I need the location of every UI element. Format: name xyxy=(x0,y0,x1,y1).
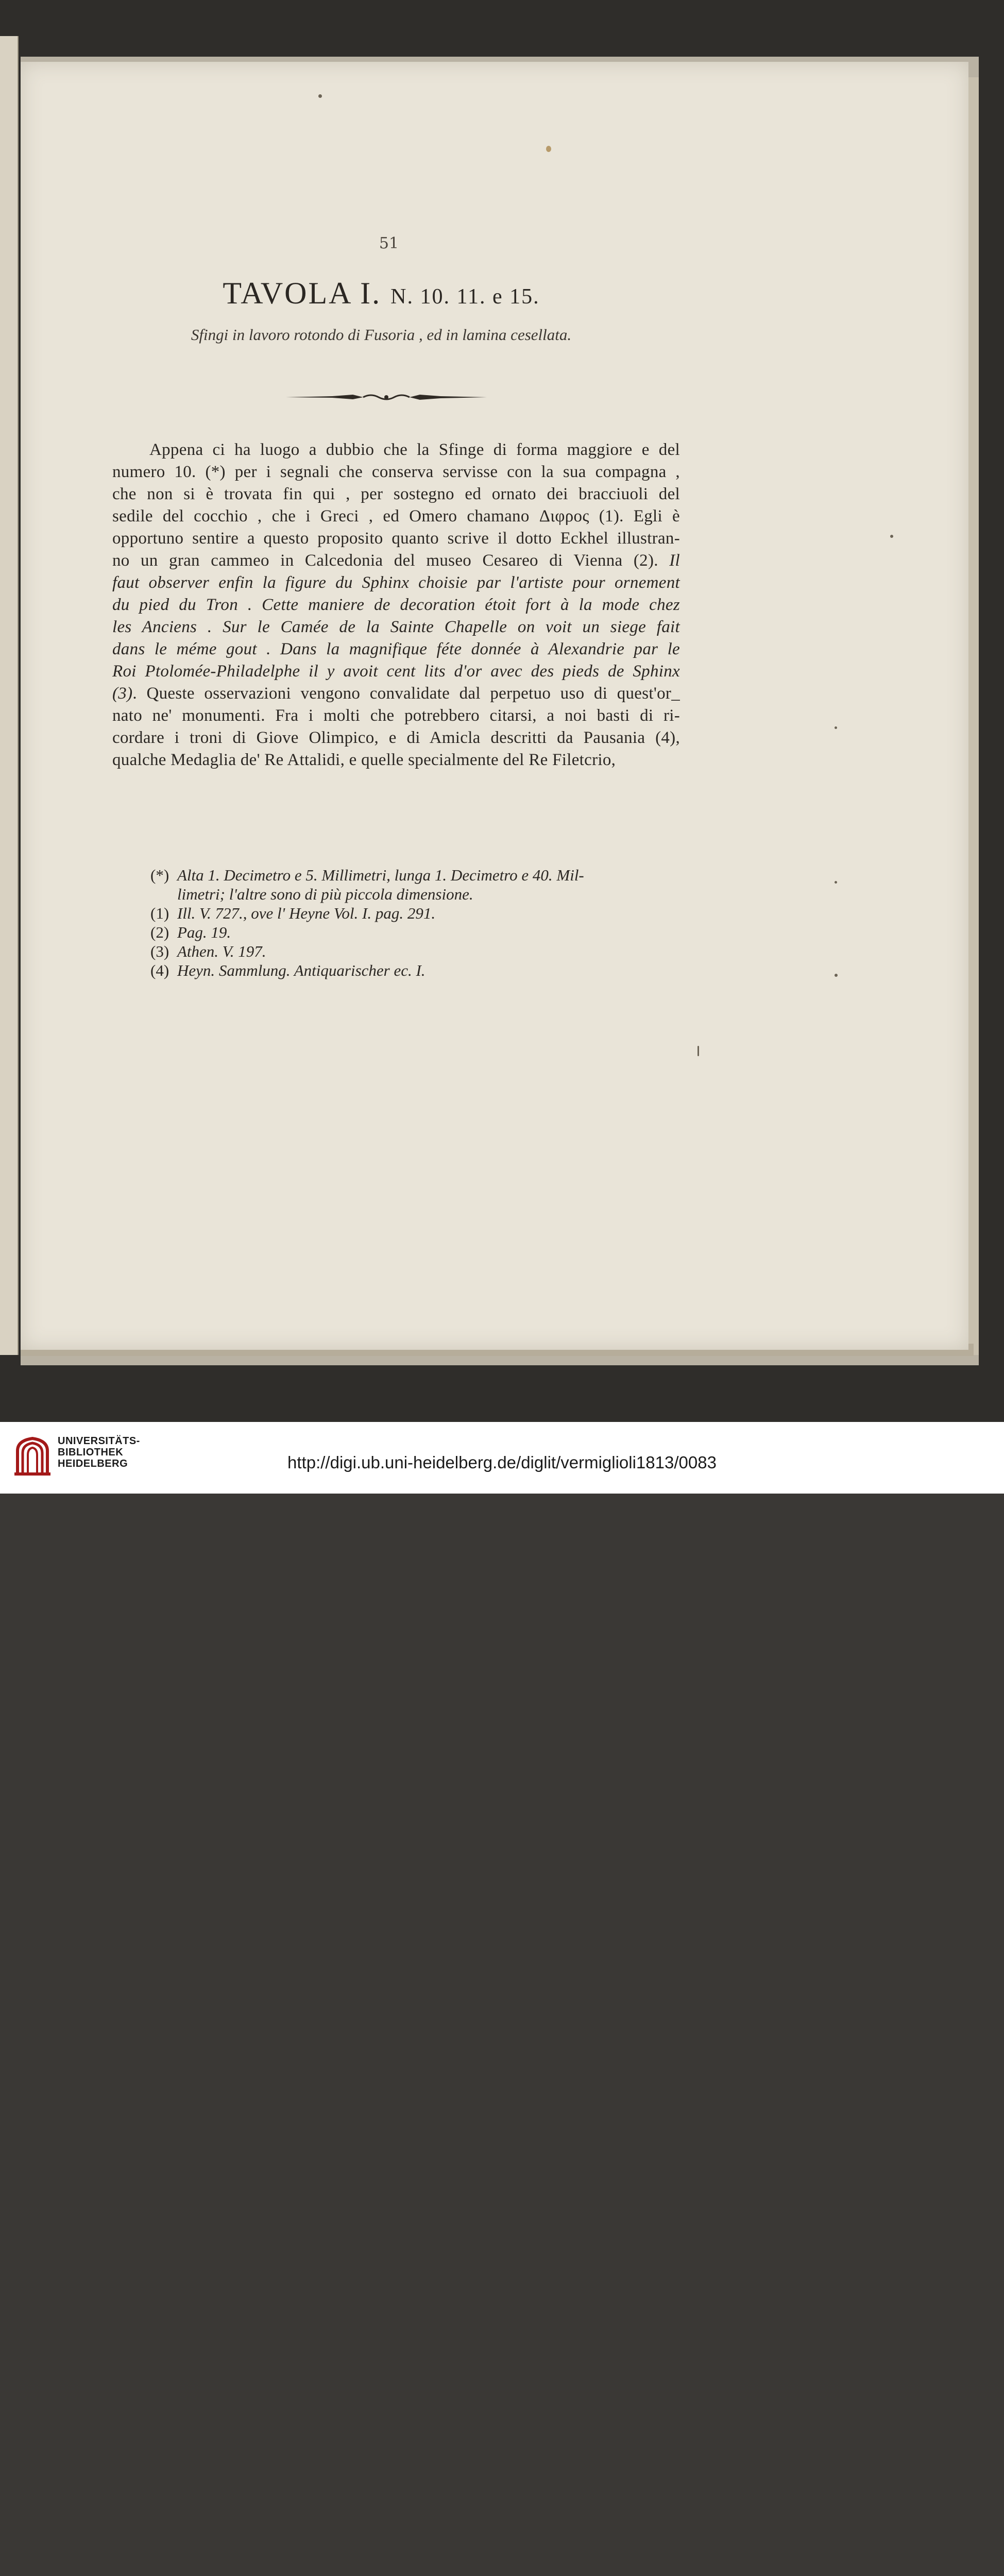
speck xyxy=(697,1046,699,1056)
body-line: faut observer enfin la figure du Sphinx choisie par l'artiste pour ornement xyxy=(112,573,680,592)
footnote-mark: (*) xyxy=(150,866,169,884)
library-name-line: BIBLIOTHEK xyxy=(58,1447,124,1458)
footnote-text: Pag. 19. xyxy=(177,923,231,941)
body-line: numero 10. (*) per i segnali che conserva servisse con la sua compagna , xyxy=(112,463,680,481)
body-line: sedile del cocchio , che i Greci , ed Omero chamano Διφρος (1). Egli è xyxy=(112,507,680,526)
body-line xyxy=(112,550,680,572)
footnote xyxy=(150,866,696,885)
body-line: les Anciens . Sur le Camée de la Sainte Chapelle on voit un siege fait xyxy=(112,618,680,636)
body-line: qualche Medaglia de' Re Attalidi, e quelle specialmente del Re Filetcrio, xyxy=(112,751,616,769)
footnotes xyxy=(150,866,696,980)
body-line: opportuno sentire a questo proposito quanto scrive il dotto Eckhel illustran- xyxy=(112,529,680,548)
speck xyxy=(318,94,322,98)
body-line: dans le méme gout . Dans la magnifique féte donnée à Alexandrie par le xyxy=(112,640,680,658)
body-line: du pied du Tron . Cette maniere de decoration étoit fort à la mode chez xyxy=(112,596,680,614)
footnote xyxy=(150,904,696,923)
body-line-italic: Il xyxy=(669,551,680,570)
body-line: che non si è trovata fin qui , per sostegno ed ornato dei bracciuoli del xyxy=(112,485,680,503)
page-number: 51 xyxy=(379,234,399,252)
footnote xyxy=(150,961,696,980)
permalink-url[interactable]: http://digi.ub.uni-heidelberg.de/diglit/vermiglioli1813/0083 xyxy=(287,1453,717,1472)
speck xyxy=(835,726,837,729)
body-line: Roi Ptolomée-Philadelphe il y avoit cent lits d'or avec des pieds de Sphinx xyxy=(112,662,680,681)
footnote-text: Athen. V. 197. xyxy=(177,942,266,960)
ornament-divider xyxy=(286,389,487,404)
footnote-mark: (1) xyxy=(150,904,169,922)
speck xyxy=(890,535,893,538)
library-name-line: HEIDELBERG xyxy=(58,1458,128,1469)
footnote-mark: (3) xyxy=(150,942,169,960)
body-line-italic: (3) xyxy=(112,684,133,703)
page-subtitle: Sfingi in lavoro rotondo di Fusoria , ed in lamina cesellata. xyxy=(191,326,572,344)
title-numbers: N. 10. 11. e 15. xyxy=(390,285,540,309)
body-line: cordare i troni di Giove Olimpico, e di Amicla descritti da Pausania (4), xyxy=(112,728,680,747)
body-line: nato ne' monumenti. Fra i molti che potrebbero citarsi, a noi basti di ri- xyxy=(112,706,680,725)
footnote-mark: (4) xyxy=(150,961,169,979)
body-line xyxy=(112,683,680,705)
footnote xyxy=(150,942,696,961)
page-title xyxy=(155,276,608,311)
footnote-mark: (2) xyxy=(150,923,169,941)
speck xyxy=(835,974,838,977)
body-line: Appena ci ha luogo a dubbio che la Sfinge di forma maggiore e del xyxy=(149,440,680,459)
previous-page-edge xyxy=(0,36,19,1355)
library-name-line: UNIVERSITÄTS- xyxy=(58,1435,140,1447)
footnote-text: limetri; l'altre sono di più piccola dimensione. xyxy=(177,885,473,903)
speck xyxy=(835,881,837,884)
footnote xyxy=(150,923,696,942)
body-line-roman: . Queste osservazioni vengono convalidate dal perpetuo uso di quest'or_ xyxy=(132,684,680,703)
body-line-roman: no un gran cammeo in Calcedonia del museo Cesareo di Vienna (2). xyxy=(112,551,658,570)
footnote-text: Alta 1. Decimetro e 5. Millimetri, lunga 1. Decimetro e 40. Mil- xyxy=(177,866,584,884)
footnote-text: Ill. V. 727., ove l' Heyne Vol. I. pag. 291. xyxy=(177,904,436,922)
page-edge-right xyxy=(967,77,979,1355)
footnote xyxy=(150,885,696,904)
body-text xyxy=(112,439,680,771)
title-main: TAVOLA I. xyxy=(223,276,382,310)
footnote-text: Heyn. Sammlung. Antiquarischer ec. I. xyxy=(177,961,426,979)
speck xyxy=(546,146,551,152)
